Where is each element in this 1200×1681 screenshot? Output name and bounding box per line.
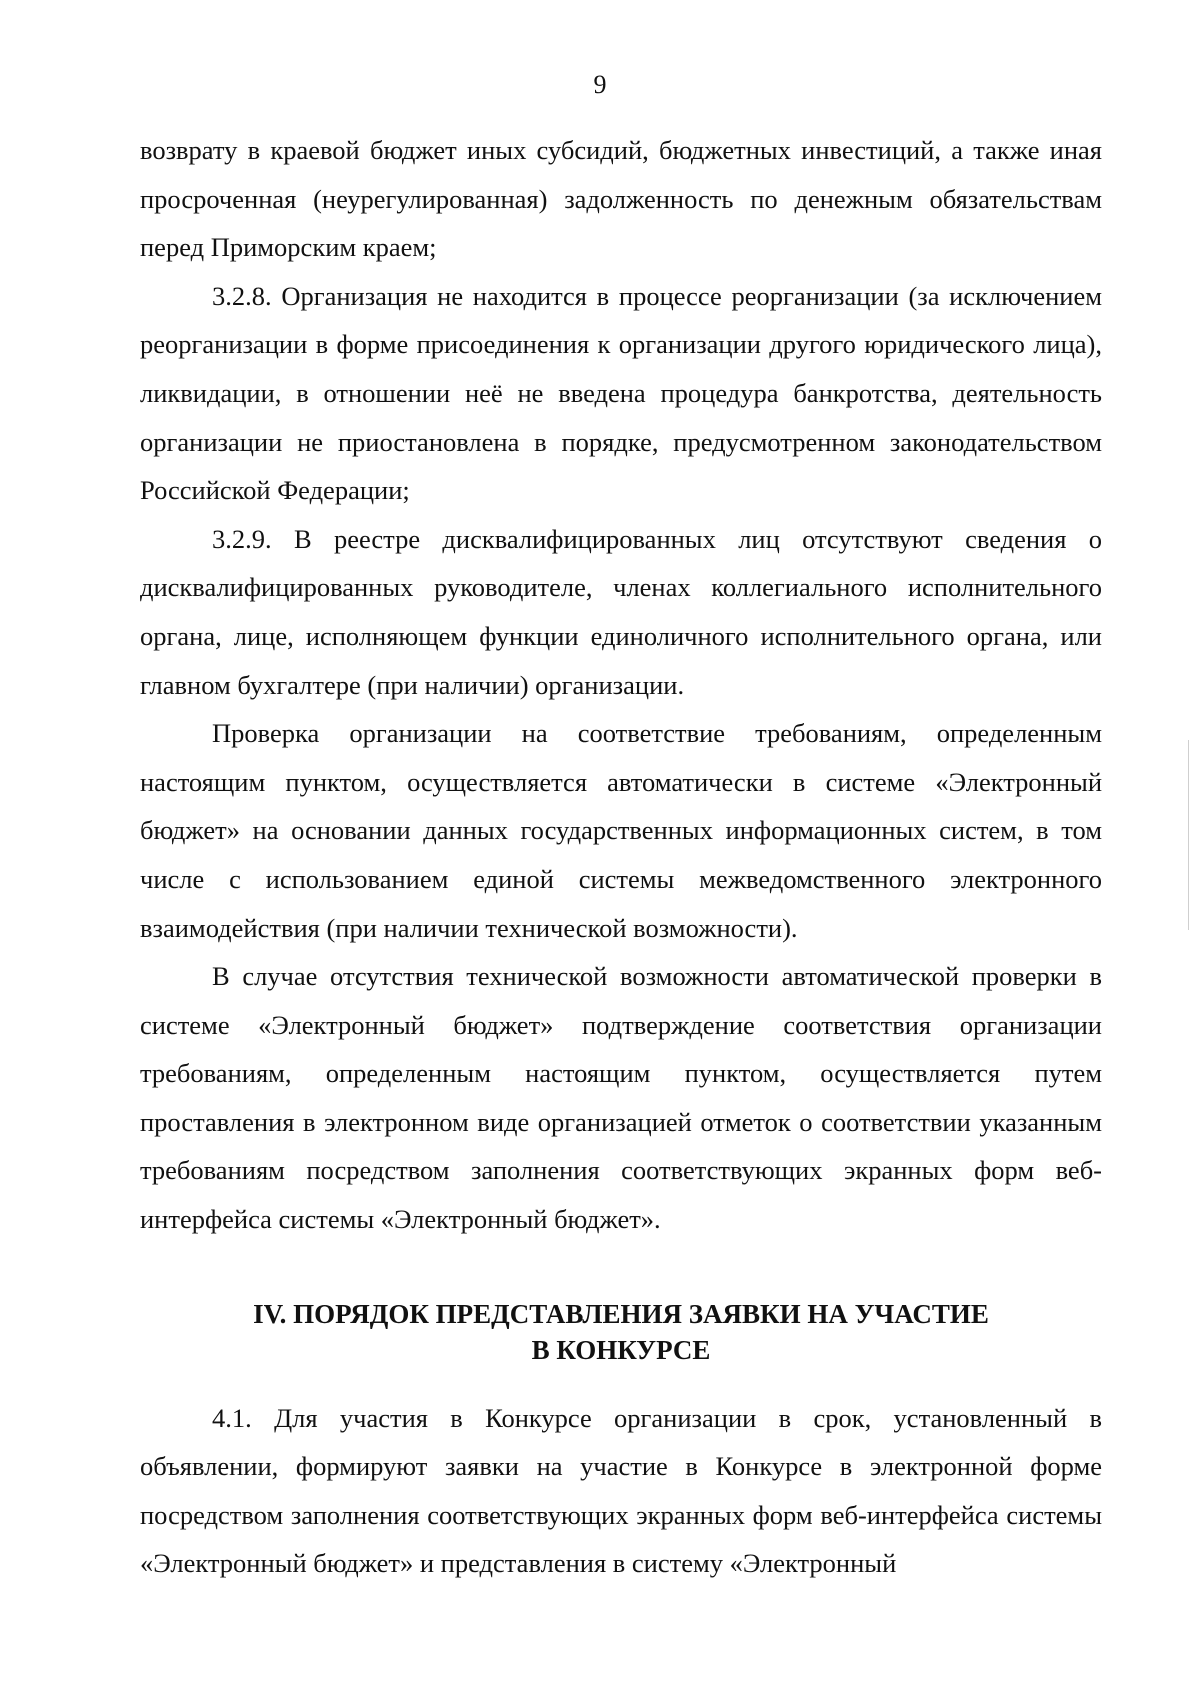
paragraph-4-1: 4.1. Для участия в Конкурсе организации в срок, установленный в объявлении, формируют заявки на участие в Конкурсе в электронной форме посредством заполнения соответствующих экранных форм веб-интерфейса системы «Электронный бюджет» и представления в систему «Электронный	[140, 1402, 1102, 1579]
paragraph-manual-verification: В случае отсутствия технической возможности автоматической проверки в системе «Электронный бюджет» подтверждение соответствия организации требованиям, определенным настоящим пунктом, осуществляется путем проставления в электронном виде организацией отметок о соответствии указанным требованиям посредством заполнения соответствующих экранных форм веб-интерфейса системы «Электронный бюджет».	[140, 961, 1102, 1235]
scan-margin-line	[1188, 740, 1189, 930]
paragraph-3-2-9: 3.2.9. В реестре дисквалифицированных лиц отсутствуют сведения о дисквалифицированных руководителе, членах коллегиального исполнительного органа, лице, исполняющем функции единоличного исполнительного органа, или главном бухгалтере (при наличии) организации.	[140, 523, 1102, 700]
paragraph-continuation: возврату в краевой бюджет иных субсидий, бюджетных инвестиций, а также иная просроченная (неурегулированная) задолженность по денежным обязательствам перед Приморским краем;	[140, 135, 1102, 263]
section-heading-iv	[140, 1296, 1102, 1368]
section-heading-line-2: В КОНКУРСЕ	[531, 1334, 711, 1365]
paragraph-verification: Проверка организации на соответствие требованиям, определенным настоящим пунктом, осуществляется автоматически в системе «Электронный бюджет» на основании данных государственных информационных систем, в том числе с использованием единой системы межведомственного электронного взаимодействия (при наличии технической возможности).	[140, 718, 1102, 943]
section-heading-line-1: IV. ПОРЯДОК ПРЕДСТАВЛЕНИЯ ЗАЯВКИ НА УЧАСТИЕ	[253, 1298, 989, 1329]
paragraph-3-2-8: 3.2.8. Организация не находится в процессе реорганизации (за исключением реорганизации в форме присоединения к организации другого юридического лица), ликвидации, в отношении неё не введена процедура банкротства, деятельность организации не приостановлена в порядке, предусмотренном законодательством Российской Федерации;	[140, 280, 1102, 506]
page-number: 9	[593, 70, 607, 99]
document-body	[140, 126, 1102, 1588]
